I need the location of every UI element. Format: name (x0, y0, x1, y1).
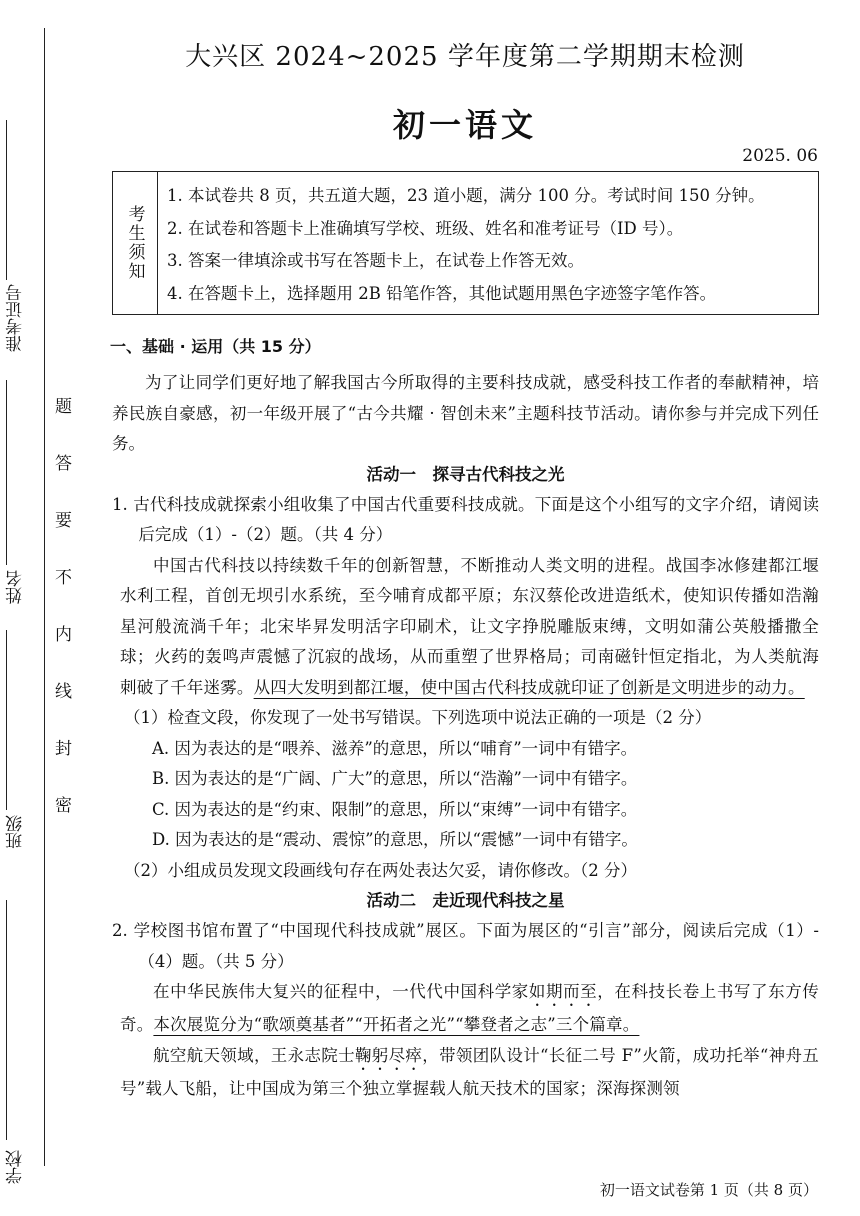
notice-label: 考生须知 (124, 205, 145, 281)
name-line (6, 380, 7, 565)
option-d: D. 因为表达的是“震动、震惊”的意思，所以“震憾”一词中有错字。 (152, 830, 638, 849)
passage-text: ，带领团队设计“长征二号 F”火箭，成功托举“神舟五号”载人飞船，让中国成为第三个独立掌握载人航天技术的国家；深海探测领 (120, 1045, 819, 1098)
notice-box (112, 171, 819, 315)
class-line (6, 630, 7, 810)
notice-label-cell (113, 172, 158, 314)
exam-id-label: 准考证号 (6, 284, 26, 352)
notice-list (167, 180, 814, 310)
underlined-sentence: 本次展览分为“歌颂奠基者”“开拓者之光”“攀登者之志”三个篇章。 (153, 1015, 640, 1034)
notice-item: 4. 在答题卡上，选择题用 2B 铅笔作答，其他试题用黑色字迹签字笔作答。 (167, 283, 717, 303)
question-1-sub1: （1）检查文段，你发现了一处书写错误。下列选项中说法正确的一项是（2 分） (124, 708, 712, 727)
notice-item: 3. 答案一律填涂或书写在答题卡上，在试卷上作答无效。 (167, 251, 584, 270)
dotted-word: 如期而至 (528, 982, 598, 1001)
class-label: 班级 (6, 815, 26, 849)
exam-date: 2025. 06 (742, 146, 818, 166)
passage-text: ，在科技长卷上书写了东方传奇。 (120, 982, 819, 1034)
seal-char: 答 (55, 454, 72, 474)
notice-item: 2. 在试卷和答题卡上准确填写学校、班级、姓名和准考证号（ID 号）。 (167, 218, 684, 238)
question-2-passage-p2 (112, 1041, 819, 1105)
seal-char: 不 (55, 568, 72, 588)
seal-char: 密 (55, 796, 72, 816)
section-intro: 为了让同学们更好地了解我国古今所取得的主要科技成就，感受科技工作者的奉献精神，培养民族自豪感，初一年级开展了“古今共耀 · 智创未来”主题科技节活动。请你参与并完成下列任务。 (112, 373, 819, 453)
activity-heading: 活动一 探寻古代科技之光 (366, 464, 565, 484)
question-2-passage-p1 (112, 977, 819, 1041)
option-c: C. 因为表达的是“约束、限制”的意思，所以“束缚”一词中有错字。 (152, 799, 638, 819)
notice-item: 1. 本试卷共 8 页，共五道大题，23 道小题，满分 100 分。考试时间 150 分钟。 (167, 186, 765, 205)
passage-text: 在中华民族伟大复兴的征程中，一代代中国科学家 (153, 982, 529, 1001)
binding-margin-line (44, 28, 45, 1166)
exam-id-line (6, 120, 7, 280)
section-title: 一、基础 · 运用（共 15 分） (110, 337, 321, 356)
school-label: 学校 (6, 1150, 26, 1184)
exam-content (112, 336, 819, 1104)
dotted-word: 鞠躬尽瘁 (354, 1045, 423, 1065)
option-b: B. 因为表达的是“广阔、广大”的意思，所以“浩瀚”一词中有错字。 (152, 769, 638, 788)
page-footer: 初一语文试卷第 1 页（共 8 页） (599, 1181, 818, 1199)
subject-title: 初一语文 (392, 106, 537, 144)
school-line (6, 900, 7, 1140)
underlined-sentence: 从四大发明到都江堰，使中国古代科技成就印证了创新是文明进步的动力。 (253, 677, 805, 697)
exam-title: 大兴区 2024~2025 学年度第二学期期末检测 (185, 42, 745, 72)
seal-char: 线 (55, 682, 72, 702)
name-label: 姓名 (6, 570, 26, 604)
seal-char: 内 (55, 625, 72, 645)
question-1: 1. 古代科技成就探索小组收集了中国古代重要科技成就。下面是这个小组写的文字介绍，请阅读后完成（1）-（2）题。（共 4 分） (112, 494, 819, 544)
option-a: A. 因为表达的是“喂养、滋养”的意思，所以“哺育”一词中有错字。 (152, 738, 638, 758)
activity-heading: 活动二 走近现代科技之星 (366, 891, 565, 910)
question-2: 2. 学校图书馆布置了“中国现代科技成就”展区。下面为展区的“引言”部分，阅读后完成（1）-（4）题。（共 5 分） (112, 921, 819, 971)
question-1-passage (112, 551, 819, 704)
seal-char: 题 (55, 397, 72, 417)
passage-text: 航空航天领域，王永志院士 (153, 1045, 355, 1065)
passage-text: 中国古代科技以持续数千年的创新智慧，不断推动人类文明的进程。战国李冰修建都江堰水利工程，首创无坝引水系统，至今哺育成都平原；东汉蔡伦改进造纸术，使知识传播如浩瀚星河般流淌千年；北宋毕昇发明活字印刷术，让文字挣脱雕版束缚，文明如蒲公英般播撒全球；火药的轰鸣声震憾了沉寂的战场，从而重塑了世界格局；司南磁针恒定指北，为人类航海刺破了千年迷雾。 (120, 555, 819, 697)
seal-char: 封 (55, 739, 72, 759)
seal-char: 要 (55, 511, 72, 531)
question-1-sub2: （2）小组成员发现文段画线句存在两处表达欠妥，请你修改。（2 分） (124, 860, 637, 880)
